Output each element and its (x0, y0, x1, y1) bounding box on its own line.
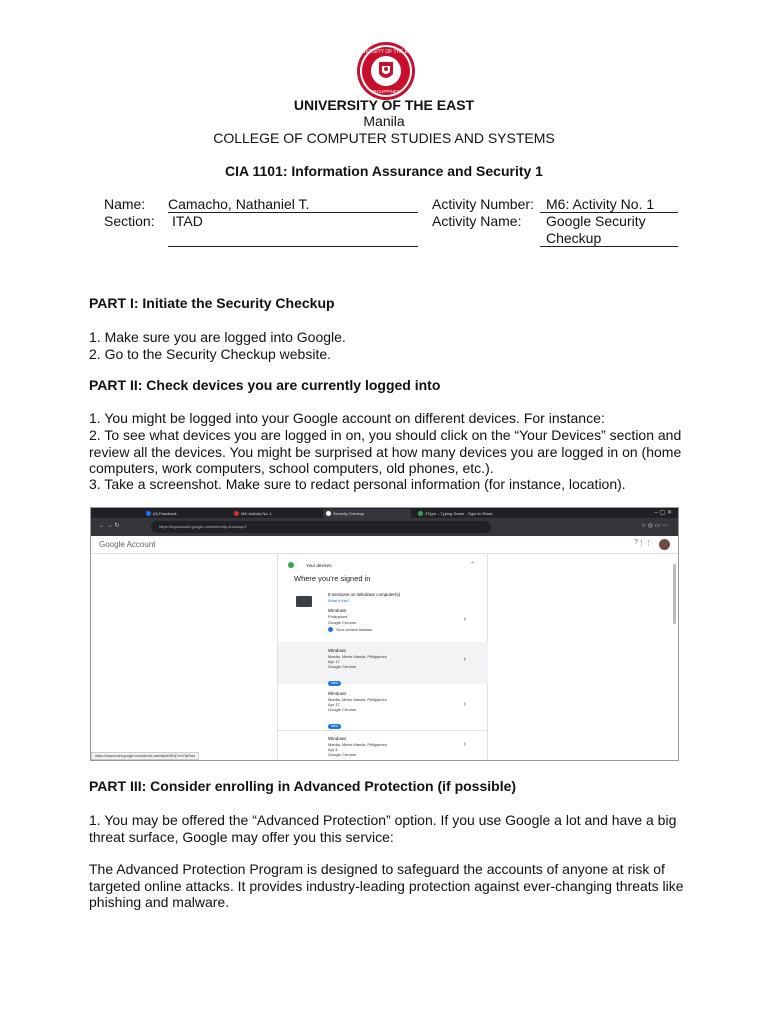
browser-tab[interactable]: (9) Facebook (143, 509, 228, 518)
activity-number-label: Activity Number: (432, 196, 534, 212)
current-session-label: Your current session (336, 627, 373, 632)
name-label: Name: (104, 196, 146, 212)
whats-this-link[interactable]: What's this? (328, 598, 350, 603)
google-account-header (91, 536, 679, 554)
browser-tab-active[interactable]: Security Checkup (323, 509, 411, 518)
section-title[interactable]: Your devices (306, 563, 332, 568)
activity-name-value-line1: Google Security (546, 213, 646, 229)
part3-item-1: 1. You may be offered the “Advanced Protection” option. If you use Google a lot and have a big threat surface, Google may offer you this service: (89, 812, 677, 845)
session-item[interactable]: Windows Philippines Google Chrome Your current session › (328, 608, 466, 632)
section-underline (168, 230, 418, 247)
google-account-logo[interactable]: Google Account (99, 540, 156, 549)
session-item[interactable]: Windows Manila, Metro Manila, Philippines Apr 17 Google Chrome New › (328, 691, 466, 728)
browser-tab[interactable]: M6: Activity No. 1 (231, 509, 319, 518)
college-name: COLLEGE OF COMPUTER STUDIES AND SYSTEMS (213, 130, 555, 146)
avatar[interactable] (659, 539, 670, 550)
part2-title: PART II: Check devices you are currently logged into (89, 377, 441, 393)
session-item[interactable]: Windows Manila, Metro Manila, Philippines Apr 4 Google Chrome › (278, 730, 488, 761)
section-value: ITAD (172, 213, 203, 229)
part2-item-1: 1. You might be logged into your Google account on different devices. For instance: (89, 410, 605, 426)
new-badge: New (328, 681, 341, 686)
sessions-summary: 8 sessions on Windows computer(s) (328, 592, 401, 597)
check-circle-icon (288, 562, 294, 568)
chevron-right-icon[interactable]: › (463, 741, 466, 748)
chevron-up-icon[interactable]: ⌃ (469, 562, 475, 568)
university-name: UNIVERSITY OF THE EAST (293, 97, 475, 113)
browser-tab-bar (91, 508, 679, 518)
status-url: https://myaccount.google.com/device-activity/id/WlVj7n4Y3pRad (91, 752, 199, 760)
activity-name-label: Activity Name: (432, 213, 522, 229)
part3-title: PART III: Consider enrolling in Advanced Protection (if possible) (89, 778, 517, 794)
svg-text:PHILIPPINES: PHILIPPINES (372, 89, 400, 94)
section-label: Section: (104, 213, 155, 229)
part1-title: PART I: Initiate the Security Checkup (89, 295, 335, 311)
help-icon[interactable]: ? (634, 539, 638, 546)
part3-paragraph: The Advanced Protection Program is designed to safeguard the accounts of anyone at risk of targeted online attacks. It provides industry-leading protection against ever-changing threats like phishing and malware. (89, 861, 684, 910)
scrollbar[interactable] (673, 564, 676, 624)
svg-text:UNIVERSITY OF THE EAST: UNIVERSITY OF THE EAST (355, 49, 417, 55)
activity-name-value-line2: Checkup (540, 230, 678, 247)
new-badge: New (328, 724, 341, 729)
course-title: CIA 1101: Information Assurance and Security 1 (225, 163, 543, 179)
part1-item-2: 2. Go to the Security Checkup website. (89, 346, 332, 362)
current-session-icon (328, 627, 333, 632)
where-signed-in-heading: Where you're signed in (294, 574, 371, 583)
part2-item-3: 3. Take a screenshot. Make sure to redact personal information (for instance, location). (89, 476, 626, 492)
window-controls[interactable]: – ▢ ✕ (654, 510, 672, 516)
devices-screenshot (90, 507, 679, 761)
name-value: Camacho, Nathaniel T. (168, 196, 418, 213)
your-devices-card (277, 554, 488, 761)
activity-number-value: M6: Activity No. 1 (540, 196, 678, 213)
toolbar-icons[interactable]: ☆ ◎ ▭ ⋯ (640, 523, 668, 529)
chevron-right-icon[interactable]: › (463, 656, 466, 663)
part2-item-2: 2. To see what devices you are logged in on, you should click on the “Your Devices” section and review all the devices. You might be surprised at how many devices you are logged in on (home computers, work computers, school computers, old phones, etc.). (89, 427, 682, 476)
chevron-right-icon[interactable]: › (463, 701, 466, 708)
university-city: Manila (363, 113, 405, 129)
browser-tab[interactable]: ZType – Typing Game - Type to Shoot (415, 509, 511, 518)
address-bar[interactable]: https://myaccount.google.com/security-checkup/2 (151, 521, 491, 533)
session-item[interactable]: Windows Manila, Metro Manila, Philippines Apr 17 Google Chrome New › (278, 642, 488, 684)
nav-arrows-icon[interactable]: ← → ↻ (99, 523, 120, 529)
chevron-right-icon[interactable]: › (463, 616, 466, 623)
university-seal (355, 40, 417, 102)
apps-grid-icon[interactable]: ⋮⋮ (638, 540, 652, 547)
part1-item-1: 1. Make sure you are logged into Google. (89, 329, 346, 345)
